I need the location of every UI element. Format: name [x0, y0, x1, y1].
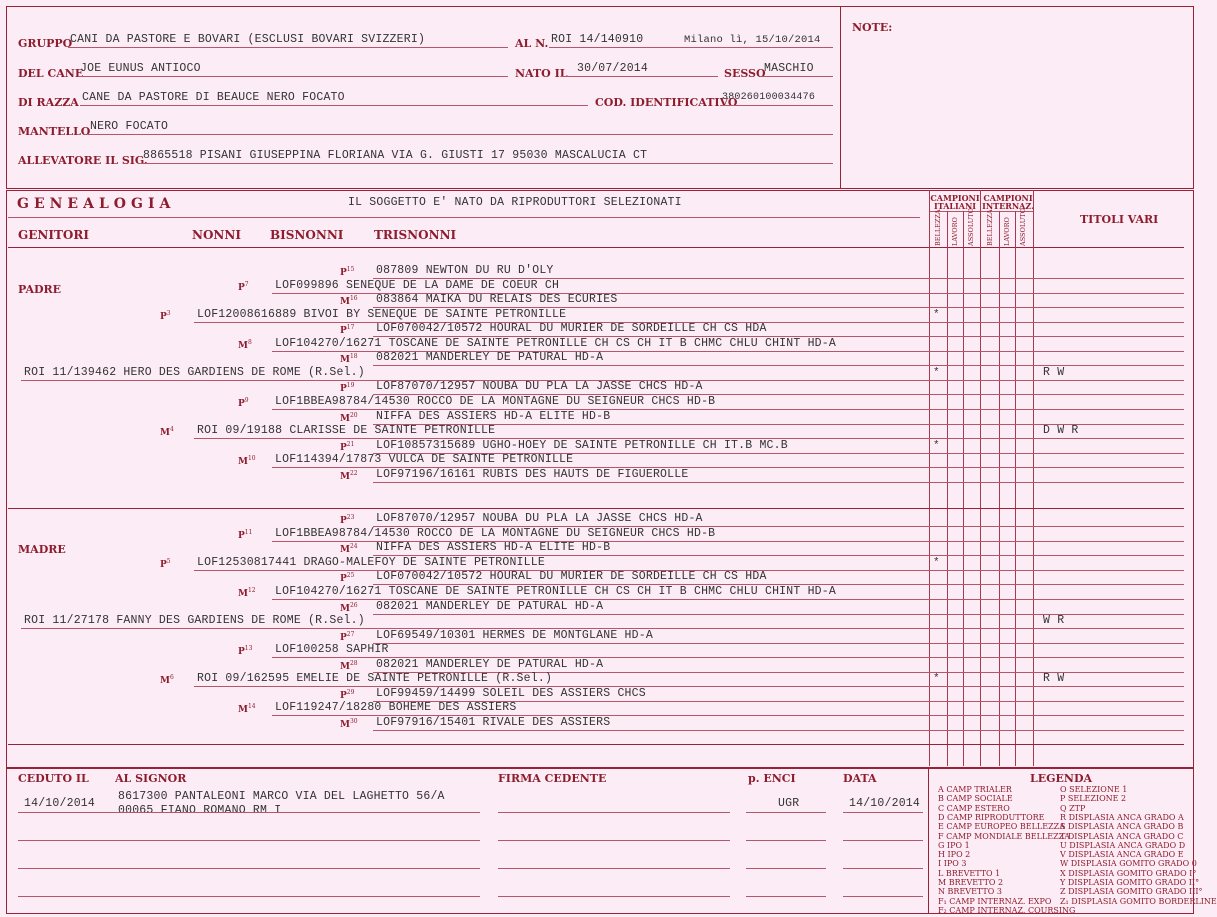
razza-value: CANE DA PASTORE DI BEAUCE NERO FOCATO [82, 91, 345, 104]
titoli-vari-label: TITOLI VARI [1080, 213, 1159, 226]
enci-value: UGR [778, 797, 800, 810]
pedigree-tag: $P^{29}$ [340, 688, 355, 701]
nato-label: NATO IL [515, 67, 568, 80]
legenda-item: E CAMP EUROPEO BELLEZZA [938, 822, 1065, 832]
pedigree-name: NIFFA DES ASSIERS HD-A ELITE HD-B [376, 409, 611, 423]
legenda-label: LEGENDA [1030, 772, 1093, 785]
pedigree-titoli: W R [1043, 614, 1065, 628]
pedigree-name: 082021 MANDERLEY DE PATURAL HD-A [376, 657, 604, 671]
legenda-item: V DISPLASIA ANCA GRADO E [1060, 850, 1184, 860]
legenda-item: Q ZTP [1060, 803, 1086, 813]
pedigree-name: LOF99459/14499 SOLEIL DES ASSIERS CHCS [376, 686, 646, 700]
pedigree-name: LOF070042/10572 HOURAL DU MURIER DE SORDEILLE CH CS HDA [376, 322, 767, 336]
legenda-item: P SELEZIONE 2 [1060, 794, 1127, 804]
pedigree-name: LOF69549/10301 HERMES DE MONTGLANE HD-A [376, 628, 653, 642]
pedigree-name: 087809 NEWTON DU RU D'OLY [376, 264, 554, 277]
gruppo-value: CANI DA PASTORE E BOVARI (ESCLUSI BOVARI SVIZZERI) [70, 33, 426, 46]
mantello-label: MANTELLO [18, 125, 91, 138]
razza-label: DI RAZZA [18, 96, 79, 109]
campioni-italiani-label: CAMPIONI ITALIANI [930, 193, 980, 211]
padre-label: PADRE [18, 283, 62, 296]
pedigree-name: LOF099896 SENEQUE DE LA DAME DE COEUR CH [275, 278, 560, 292]
pedigree-tag: $M^8$ [238, 338, 252, 351]
pedigree-name: LOF100258 SAPHIR [275, 643, 389, 657]
lavoro-int: LAVORO [1003, 217, 1011, 246]
pedigree-star: * [933, 439, 940, 452]
pedigree-tag: $M^6$ [160, 674, 174, 687]
pedigree-tag: $P^{11}$ [238, 528, 253, 541]
legenda-item: Z₁ DISPLASIA GOMITO BORDERLINE [1060, 896, 1217, 906]
pedigree-name: LOF12530817441 DRAGO-MALEFOY DE SAINTE PETRONILLE [197, 555, 545, 569]
sesso-value: MASCHIO [764, 62, 814, 75]
pedigree-tag: $P^{13}$ [238, 645, 253, 658]
lavoro-it: LAVORO [951, 217, 959, 246]
pedigree-name: ROI 11/139462 HERO DES GARDIENS DE ROME (R.Sel.) [24, 365, 365, 379]
signor-label: AL SIGNOR [115, 772, 187, 785]
legenda-item: B CAMP SOCIALE [938, 794, 1013, 804]
legenda-item: U DISPLASIA ANCA GRADO D [1060, 840, 1186, 850]
signor-line1: 8617300 PANTALEONI MARCO VIA DEL LAGHETTO 56/A [118, 790, 445, 803]
pedigree-name: LOF114394/17873 VULCA DE SAINTE PETRONILLE [275, 453, 574, 467]
bisnonni-label: BISNONNI [270, 228, 344, 242]
pedigree-name: 082021 MANDERLEY DE PATURAL HD-A [376, 351, 604, 365]
cod-label: COD. IDENTIFICATIVO [595, 96, 738, 109]
pedigree-tag: $P^3$ [160, 309, 171, 322]
legenda-item: A CAMP TRIALER [938, 785, 1012, 794]
legenda-item: L BREVETTO 1 [938, 868, 1001, 878]
legenda-item: C CAMP ESTERO [938, 803, 1010, 813]
pedigree-titoli: R W [1043, 365, 1065, 379]
genitori-label: GENITORI [18, 228, 89, 242]
legenda-item: I IPO 3 [938, 859, 967, 869]
pedigree-tag: $M^{24}$ [340, 543, 358, 556]
del-cane-label: DEL CANE [18, 67, 84, 80]
legenda-item: R DISPLASIA ANCA GRADO A [1060, 812, 1184, 822]
pedigree-tag: $P^{25}$ [340, 572, 355, 585]
al-n-value: ROI 14/140910 [551, 33, 644, 46]
pedigree-tag: $P^7$ [238, 280, 249, 293]
legenda-item: O SELEZIONE 1 [1060, 785, 1128, 794]
pedigree-tag: $P^{15}$ [340, 266, 355, 278]
mantello-value: NERO FOCATO [90, 120, 169, 133]
legenda-item: Y DISPLASIA GOMITO GRADO II° [1060, 878, 1200, 887]
genealogia-title: GENEALOGIA [17, 196, 176, 212]
pedigree-name: LOF070042/10572 HOURAL DU MURIER DE SORDEILLE CH CS HDA [376, 570, 767, 584]
bellezza-it: BELLEZZA [934, 209, 942, 246]
pedigree-tag: $P^{27}$ [340, 630, 355, 643]
pedigree-tag: $P^{17}$ [340, 324, 355, 337]
trisnonni-label: TRISNONNI [374, 228, 457, 242]
pedigree-star: * [933, 556, 940, 569]
genealogia-subtitle: IL SOGGETTO E' NATO DA RIPRODUTTORI SELEZIONATI [348, 196, 682, 209]
pedigree-tag: $M^{26}$ [340, 601, 358, 614]
pedigree-name: LOF1BBEA98784/14530 ROCCO DE LA MONTAGNE DU SEIGNEUR CHCS HD-B [275, 394, 716, 408]
signor-line2: 00065 FIANO ROMANO RM I [118, 804, 282, 817]
pedigree-name: 083864 MAIKA DU RELAIS DES ECURIES [376, 293, 618, 307]
pedigree-tag: $M^{28}$ [340, 659, 358, 672]
pedigree-name: LOF104270/16271 TOSCANE DE SAINTE PETRONILLE CH CS CH IT B CHMC CHLU CHINT HD-A [275, 585, 836, 598]
firma-label: FIRMA CEDENTE [498, 772, 607, 785]
pedigree-name: LOF119247/18280 BOHEME DES ASSIERS [275, 701, 517, 715]
pedigree-star: * [933, 673, 940, 686]
pedigree-tag: $P^5$ [160, 557, 171, 570]
legenda-item: F₁ CAMP INTERNAZ. EXPO [938, 896, 1052, 906]
allevatore-value: 8865518 PISANI GIUSEPPINA FLORIANA VIA G. GIUSTI 17 95030 MASCALUCIA CT [143, 149, 648, 162]
sesso-label: SESSO [724, 67, 766, 80]
pedigree-tag: $P^{23}$ [340, 514, 355, 527]
nonni-label: NONNI [192, 228, 241, 242]
cod-value: 380260100034476 [722, 92, 816, 103]
pedigree-titoli: D W R [1043, 424, 1079, 438]
ceduto-label: CEDUTO IL [18, 772, 89, 785]
pedigree-tag: $M^{18}$ [340, 353, 358, 366]
pedigree-name: LOF97196/16161 RUBIS DES HAUTS DE FIGUEROLLE [376, 467, 689, 481]
legenda-item: H IPO 2 [938, 850, 971, 860]
assoluto-it: ASSOLUTO [967, 208, 975, 246]
pedigree-name: ROI 11/27178 FANNY DES GARDIENS DE ROME (R.Sel.) [24, 614, 365, 628]
legenda-item: N BREVETTO 3 [938, 887, 1002, 897]
campioni-internaz-label: CAMPIONI INTERNAZ. [982, 193, 1034, 211]
ceduto-value: 14/10/2014 [24, 797, 96, 810]
note-label: NOTE: [852, 21, 893, 34]
pedigree-name: LOF104270/16271 TOSCANE DE SAINTE PETRONILLE CH CS CH IT B CHMC CHLU CHINT HD-A [275, 336, 836, 350]
legenda-item: F₂ CAMP INTERNAZ. COURSING [938, 905, 1076, 915]
pedigree-name: LOF1BBEA98784/14530 ROCCO DE LA MONTAGNE DU SEIGNEUR CHCS HD-B [275, 526, 716, 540]
pedigree-star: * [933, 308, 940, 321]
pedigree-tag: $M^{22}$ [340, 469, 358, 482]
legenda-item: D CAMP RIPRODUTTORE [938, 812, 1045, 822]
legenda-item: S DISPLASIA ANCA GRADO B [1060, 822, 1184, 832]
pedigree-name: LOF12008616889 BIVOI BY SENEQUE DE SAINTE PETRONILLE [197, 307, 567, 321]
legenda-item: X DISPLASIA GOMITO GRADO I° [1060, 868, 1197, 878]
legenda-item: F CAMP MONDIALE BELLEZZA [938, 831, 1070, 841]
pedigree-tag: $M^{20}$ [340, 411, 358, 424]
gruppo-label: GRUPPO [18, 37, 73, 50]
assoluto-int: ASSOLUTO [1019, 208, 1027, 246]
pedigree-name: LOF87070/12957 NOUBA DU PLA LA JASSE CHCS HD-A [376, 512, 703, 526]
pedigree-name: LOF97916/15401 RIVALE DES ASSIERS [376, 715, 611, 729]
pedigree-tag: $P^{19}$ [340, 382, 355, 395]
legenda-item: G IPO 1 [938, 840, 970, 850]
pedigree-name: ROI 09/19188 CLARISSE DE SAINTE PETRONILLE [197, 424, 496, 438]
pedigree-tag: $M^{12}$ [238, 587, 256, 599]
legenda-item: T DISPLASIA ANCA GRADO C [1060, 831, 1184, 841]
nato-value: 30/07/2014 [577, 62, 649, 75]
enci-label: p. ENCI [748, 772, 796, 785]
pedigree-name: LOF87070/12957 NOUBA DU PLA LA JASSE CHCS HD-A [376, 380, 703, 394]
pedigree-name: ROI 09/162595 EMELIE DE SAINTE PETRONILLE (R.Sel.) [197, 672, 553, 686]
legenda-item: W DISPLASIA GOMITO GRADO 0 [1060, 859, 1197, 869]
pedigree-star: * [933, 366, 940, 379]
pedigree-tag: $M^{14}$ [238, 703, 256, 716]
pedigree-tag: $M^{30}$ [340, 717, 358, 730]
pedigree-name: LOF10857315689 UGHO-HOEY DE SAINTE PETRONILLE CH IT.B MC.B [376, 438, 788, 452]
pedigree-tag: $P^{21}$ [340, 440, 355, 453]
pedigree-name: NIFFA DES ASSIERS HD-A ELITE HD-B [376, 541, 611, 555]
milano-date: Milano lì, 15/10/2014 [684, 34, 821, 46]
data-value: 14/10/2014 [849, 797, 921, 810]
pedigree-tag: $P^9$ [238, 396, 249, 409]
madre-label: MADRE [18, 543, 66, 556]
legenda-item: M BREVETTO 2 [938, 878, 1004, 887]
bellezza-int: BELLEZZA [986, 209, 994, 246]
pedigree-tag: $M^4$ [160, 426, 174, 439]
pedigree-tag: $M^{16}$ [340, 295, 358, 308]
del-cane-value: JOE EUNUS ANTIOCO [80, 62, 201, 75]
pedigree-name: 082021 MANDERLEY DE PATURAL HD-A [376, 599, 604, 613]
al-n-label: AL N. [515, 37, 549, 50]
pedigree-tag: $M^{10}$ [238, 455, 256, 468]
pedigree-titoli: R W [1043, 672, 1065, 686]
note-divider [840, 6, 841, 189]
allevatore-label: ALLEVATORE IL SIG. [18, 154, 148, 167]
legenda-item: Z DISPLASIA GOMITO GRADO III° [1060, 887, 1203, 897]
data-label: DATA [843, 772, 877, 785]
